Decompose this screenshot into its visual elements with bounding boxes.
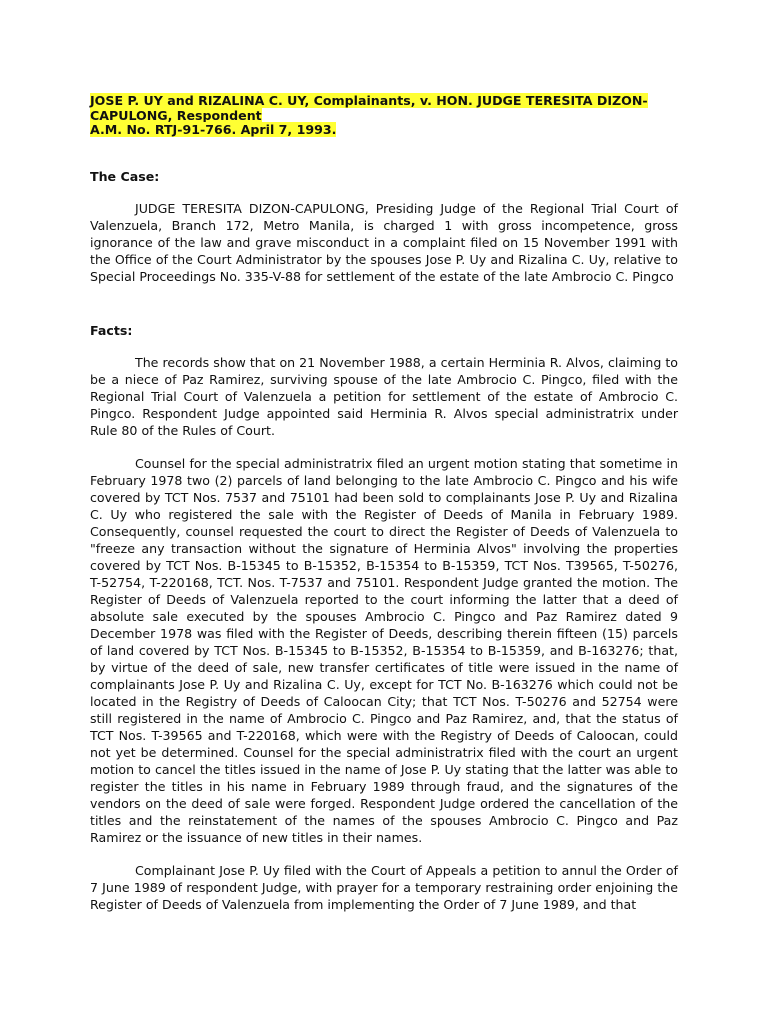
case-citation: A.M. No. RTJ-91-766. April 7, 1993. — [90, 122, 337, 137]
case-title-block — [90, 94, 678, 138]
case-title-line-2: CAPULONG, Respondent — [90, 107, 262, 123]
facts-paragraph: Complainant Jose P. Uy filed with the Court of Appeals a petition to annul the Order of 7 June 1989 of respondent Judge, with prayer for a temporary restraining order enjoining the Register of Deeds of Valenzuela from implementing the Order of 7 June 1989, and that — [90, 862, 678, 912]
facts-paragraph: The records show that on 21 November 1988, a certain Herminia R. Alvos, claiming to be a niece of Paz Ramirez, surviving spouse of the late Ambrocio C. Pingco, filed with the Regional Trial Court of Valenzuela a petition for settlement of the estate of Ambrocio C. Pingco. Respondent Judge appointed said Herminia R. Alvos special administratrix under Rule 80 of the Rules of Court. — [90, 354, 678, 438]
case-title-line-1: JOSE P. UY and RIZALINA C. UY, Complainants, v. HON. JUDGE TERESITA DIZON- — [90, 93, 648, 108]
facts-heading: Facts: — [90, 322, 133, 338]
facts-paragraph: Counsel for the special administratrix filed an urgent motion stating that sometime in February 1978 two (2) parcels of land belonging to the late Ambrocio C. Pingco and his wife covered by TCT Nos. 7537 and 75101 had been sold to complainants Jose P. Uy and Rizalina C. Uy who registered the sale with the Register of Deeds of Manila in February 1989. Consequently, counsel requested the court to direct the Register of Deeds of Valenzuela to "freeze any transaction without the signature of Herminia Alvos" involving the properties covered by TCT Nos. B-15345 to B-15352, B-15354 to B-15359, TCT Nos. T39565, T-50276, T-52754, T-220168, TCT. Nos. T-7537 and 75101. Respondent Judge granted the motion. The Register of Deeds of Valenzuela reported to the court informing the latter that a deed of absolute sale executed by the spouses Ambrocio C. Pingco and Paz Ramirez dated 9 December 1978 was filed with the Register of Deeds, describing therein fifteen (15) parcels of land covered by TCT Nos. B-15345 to B-15352, B-15354 to B-15359, and B-163276; that, by virtue of the deed of sale, new transfer certificates of title were issued in the name of complainants Jose P. Uy and Rizalina C. Uy, except for TCT No. B-163276 which could not be located in the Registry of Deeds of Caloocan City; that TCT Nos. T-50276 and 52754 were still registered in the name of Ambrocio C. Pingco and Paz Ramirez, and, that the status of TCT Nos. T-39565 and T-220168, which were with the Registry of Deeds of Caloocan, could not yet be determined. Counsel for the special administratrix filed with the court an urgent motion to cancel the titles issued in the name of Jose P. Uy stating that the latter was able to register the titles in his name in February 1989 through fraud, and the signatures of the vendors on the deed of sale were forged. Respondent Judge ordered the cancellation of the titles and the reinstatement of the names of the spouses Ambrocio C. Pingco and Paz Ramirez or the issuance of new titles in their names. — [90, 455, 678, 845]
case-heading: The Case: — [90, 168, 160, 184]
case-paragraph: JUDGE TERESITA DIZON-CAPULONG, Presiding Judge of the Regional Trial Court of Valenzuela, Branch 172, Metro Manila, is charged 1 with gross incompetence, gross ignorance of the law and grave misconduct in a complaint filed on 15 November 1991 with the Office of the Court Administrator by the spouses Jose P. Uy and Rizalina C. Uy, relative to Special Proceedings No. 335-V-88 for settlement of the estate of the late Ambrocio C. Pingco — [90, 200, 678, 284]
